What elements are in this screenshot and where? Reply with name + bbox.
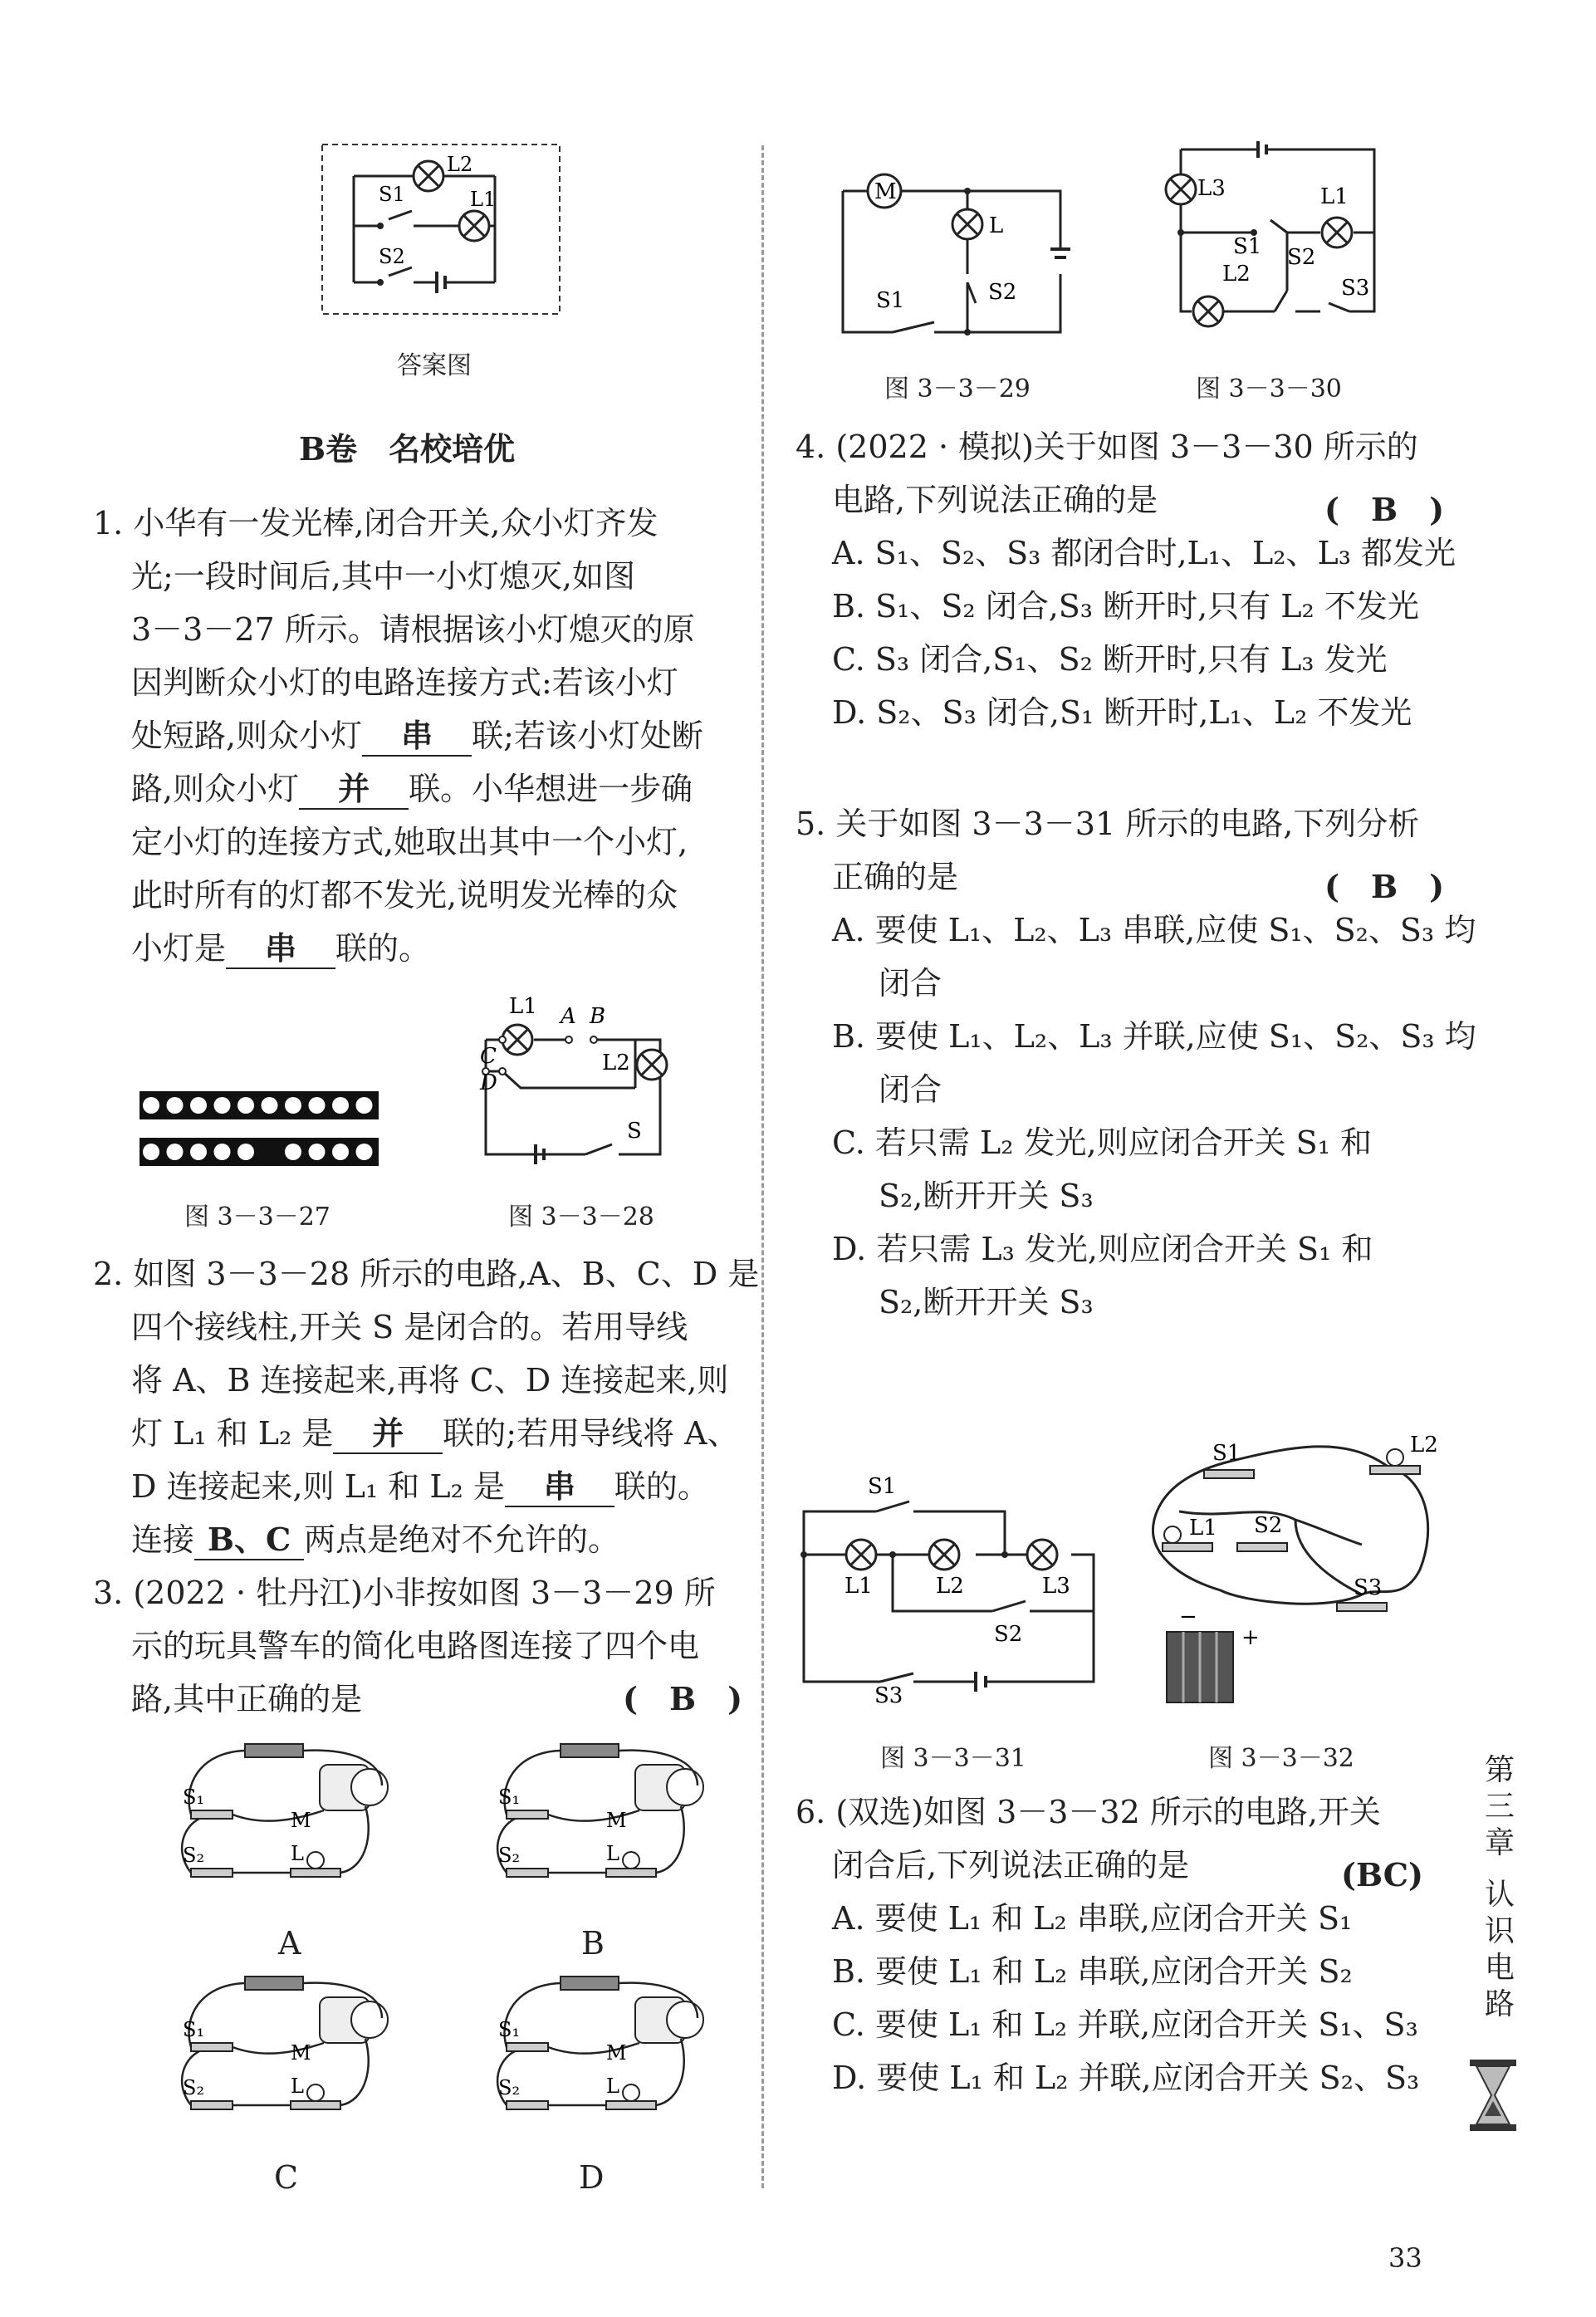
q2-answer-1: 并 — [333, 1414, 443, 1454]
fig31-label-s3: S3 — [874, 1683, 903, 1708]
q2-line: 连接 B、C 两点是绝对不允许的。 — [93, 1513, 759, 1566]
q1-line: 路,则众小灯 并 联。小华想进一步确 — [93, 762, 703, 816]
q3-option-pictures — [166, 1736, 714, 2168]
fig31-label-l3: L3 — [1042, 1574, 1070, 1599]
fig32-label-l1: L1 — [1189, 1516, 1217, 1541]
q1-line: 处短路,则众小灯 串 联;若该小灯处断 — [93, 709, 703, 762]
q4-option-a: A. S₁、S₂、S₃ 都闭合时,L₁、L₂、L₃ 都发光 — [832, 535, 1456, 571]
q2-answer-2: 串 — [505, 1467, 614, 1507]
sidebar-title: 认识电路 — [1484, 1878, 1515, 2021]
q4-line: 4. (2022 · 模拟)关于如图 3－3－30 所示的 — [796, 429, 1418, 465]
q4-option-d: D. S₂、S₃ 闭合,S₁ 断开时,L₁、L₂ 不发光 — [832, 694, 1412, 731]
q6-line: 闭合后,下列说法正确的是 — [832, 1847, 1190, 1883]
light-bar-bulb — [167, 1144, 184, 1160]
q1-line: 3－3－27 所示。请根据该小灯熄灭的原 — [131, 611, 695, 648]
fig29-label-m: M — [874, 179, 897, 204]
fig-3-3-27-caption: 图 3－3－27 — [184, 1203, 330, 1232]
q5-answer: ( B ) — [1324, 868, 1445, 905]
column-divider — [761, 145, 764, 2188]
fig-3-3-31 — [801, 1474, 1109, 1708]
q5-option-c: C. 若只需 L₂ 发光,则应闭合开关 S₁ 和 — [832, 1124, 1373, 1161]
q3-option-a: A — [278, 1925, 301, 1962]
q2-line: D 连接起来,则 L₁ 和 L₂ 是 串 联的。 — [93, 1460, 759, 1513]
fig31-label-s2: S2 — [994, 1622, 1023, 1647]
section-title: B卷 名校培优 — [299, 430, 516, 468]
q6-option-d: D. 要使 L₁ 和 L₂ 并联,应闭合开关 S₂、S₃ — [832, 2060, 1420, 2096]
fig-3-3-28 — [469, 980, 702, 1171]
light-bar-bulb — [190, 1097, 207, 1114]
fig28-label-c: C — [480, 1044, 497, 1069]
svg-text:S₂: S₂ — [183, 1844, 205, 1867]
q6-option-c: C. 要使 L₁ 和 L₂ 并联,应闭合开关 S₁、S₃ — [832, 2006, 1418, 2043]
fig-3-3-28-caption: 图 3－3－28 — [508, 1203, 654, 1232]
fig-3-3-29-caption: 图 3－3－29 — [884, 375, 1031, 404]
q3-option-picture — [497, 1977, 703, 2109]
q3-option-d: D — [579, 2159, 605, 2196]
fig32-label-s2: S2 — [1254, 1513, 1283, 1538]
q5-option-b: B. 要使 L₁、L₂、L₃ 并联,应使 S₁、S₂、S₃ 均 — [832, 1018, 1476, 1055]
q3-option-picture — [182, 1977, 388, 2109]
q3-option-c: C — [274, 2159, 299, 2196]
q3-line: 示的玩具警车的简化电路图连接了四个电 — [131, 1628, 700, 1664]
light-bar-bulb — [214, 1097, 231, 1114]
fig32-label-s1: S1 — [1212, 1441, 1241, 1466]
fig28-label-b: B — [590, 1004, 606, 1029]
q1-answer-3: 串 — [226, 929, 335, 969]
fig-3-3-29 — [843, 166, 1075, 340]
light-bar-bulb — [285, 1144, 301, 1160]
chapter-sidebar — [1480, 1752, 1520, 2023]
answer-figure-label-l2: L2 — [447, 153, 473, 176]
q3-option-picture — [182, 1744, 388, 1877]
q5-option-c-cont: S₂,断开开关 S₃ — [879, 1178, 1094, 1214]
light-bar-bulb — [214, 1144, 231, 1160]
q1-line: 小灯是 串 联的。 — [93, 922, 703, 975]
answer-figure-caption: 答案图 — [397, 351, 472, 380]
light-bar-bulb — [167, 1097, 184, 1114]
svg-text:S₂: S₂ — [498, 2076, 521, 2099]
q6-option-a: A. 要使 L₁ 和 L₂ 串联,应闭合开关 S₁ — [832, 1900, 1353, 1937]
q1-text — [93, 497, 703, 975]
q3-line: 3. (2022 · 牡丹江)小非按如图 3－3－29 所 — [93, 1575, 716, 1611]
fig31-label-l1: L1 — [845, 1574, 873, 1599]
fig28-label-l1: L1 — [509, 994, 537, 1019]
svg-text:M: M — [291, 1809, 311, 1832]
q2-line: 2. 如图 3－3－28 所示的电路,A、B、C、D 是 — [93, 1256, 760, 1292]
answer-figure — [321, 143, 561, 317]
q1-line: 此时所有的灯都不发光,说明发光棒的众 — [131, 877, 678, 914]
fig30-label-s2: S2 — [1287, 245, 1316, 270]
svg-text:S₁: S₁ — [183, 1786, 205, 1809]
q6-line: 6. (双选)如图 3－3－32 所示的电路,开关 — [796, 1794, 1381, 1830]
q1-line: 光;一段时间后,其中一小灯熄灭,如图 — [131, 558, 635, 595]
fig28-label-d: D — [480, 1070, 497, 1095]
svg-text:M: M — [291, 2041, 311, 2065]
fig-3-3-31-caption: 图 3－3－31 — [880, 1744, 1026, 1773]
q3-option-picture — [497, 1744, 703, 1877]
svg-text:L: L — [291, 1842, 304, 1865]
light-bar-bulb — [237, 1144, 254, 1160]
q5-line: 正确的是 — [832, 859, 959, 895]
q6-text — [796, 1786, 1419, 2104]
fig32-minus: − — [1179, 1604, 1197, 1629]
answer-figure-label-s2: S2 — [379, 245, 405, 268]
light-bar-bulb — [285, 1097, 301, 1114]
q3-answer: ( B ) — [623, 1680, 743, 1717]
q1-answer-2: 并 — [299, 770, 409, 810]
fig32-label-l2: L2 — [1410, 1433, 1438, 1457]
q4-option-c: C. S₃ 闭合,S₁、S₂ 断开时,只有 L₃ 发光 — [832, 641, 1388, 678]
fig31-label-l2: L2 — [936, 1574, 964, 1599]
svg-text:L: L — [606, 2075, 619, 2098]
svg-text:S₁: S₁ — [498, 1786, 521, 1809]
fig32-plus: + — [1241, 1625, 1260, 1650]
fig-3-3-32 — [1129, 1428, 1445, 1711]
svg-text:S₂: S₂ — [498, 1844, 521, 1867]
q2-line: 四个接线柱,开关 S 是闭合的。若用导线 — [131, 1309, 688, 1345]
q6-option-b: B. 要使 L₁ 和 L₂ 串联,应闭合开关 S₂ — [832, 1953, 1353, 1990]
hourglass-icon — [1468, 2058, 1518, 2133]
q4-answer: ( B ) — [1324, 491, 1445, 528]
page-number: 33 — [1388, 2242, 1422, 2274]
q3-option-b: B — [581, 1925, 605, 1962]
svg-text:S₁: S₁ — [498, 2018, 521, 2041]
q1-line: 因判断众小灯的电路连接方式:若该小灯 — [131, 664, 678, 701]
fig30-label-l1: L1 — [1320, 184, 1349, 209]
q1-line: 1. 小华有一发光棒,闭合开关,众小灯齐发 — [93, 505, 658, 541]
fig-3-3-32-caption: 图 3－3－32 — [1208, 1744, 1354, 1773]
fig-3-3-27 — [140, 1088, 380, 1171]
light-bar-bulb — [190, 1144, 207, 1160]
answer-figure-label-s1: S1 — [379, 183, 405, 206]
sidebar-chapter: 第三章 — [1484, 1753, 1515, 1860]
q5-option-a-cont: 闭合 — [879, 965, 942, 1002]
light-bar-bulb — [356, 1144, 373, 1160]
svg-text:S₁: S₁ — [183, 2018, 205, 2041]
light-bar-bulb — [332, 1144, 349, 1160]
fig28-label-l2: L2 — [602, 1051, 630, 1075]
light-bar-bulb — [309, 1097, 326, 1114]
fig-3-3-30 — [1163, 141, 1387, 332]
fig31-label-s1: S1 — [868, 1474, 897, 1499]
svg-text:S₂: S₂ — [183, 2076, 205, 2099]
answer-figure-label-l1: L1 — [470, 188, 497, 211]
q1-answer-1: 串 — [362, 717, 472, 757]
light-bar-bulb — [262, 1097, 278, 1114]
q4-option-b: B. S₁、S₂ 闭合,S₃ 断开时,只有 L₂ 不发光 — [832, 588, 1419, 625]
fig30-label-s3: S3 — [1341, 276, 1370, 301]
q2-line: 将 A、B 连接起来,再将 C、D 连接起来,则 — [131, 1362, 729, 1399]
light-bar-bulb — [356, 1097, 373, 1114]
svg-text:M: M — [606, 1809, 627, 1832]
fig-3-3-30-caption: 图 3－3－30 — [1196, 375, 1342, 404]
fig28-label-a: A — [561, 1004, 576, 1029]
fig29-label-s2: S2 — [988, 280, 1017, 305]
q2-answer-3: B、C — [194, 1521, 304, 1560]
q4-line: 电路,下列说法正确的是 — [832, 482, 1158, 518]
svg-text:L: L — [291, 2075, 304, 2098]
light-bar-bulb — [237, 1097, 254, 1114]
q4-text — [796, 420, 1456, 739]
q1-line: 定小灯的连接方式,她取出其中一个小灯, — [131, 824, 688, 860]
svg-text:L: L — [606, 1842, 619, 1865]
q5-option-d: D. 若只需 L₃ 发光,则应闭合开关 S₁ 和 — [832, 1231, 1373, 1267]
light-bar-bulb — [143, 1097, 159, 1114]
q5-line: 5. 关于如图 3－3－31 所示的电路,下列分析 — [796, 806, 1420, 842]
fig30-label-s1: S1 — [1233, 234, 1262, 259]
q2-line: 灯 L₁ 和 L₂ 是 并 联的;若用导线将 A、 — [93, 1407, 759, 1460]
q5-option-a: A. 要使 L₁、L₂、L₃ 串联,应使 S₁、S₂、S₃ 均 — [832, 912, 1476, 948]
fig29-label-l: L — [989, 213, 1004, 238]
svg-text:M: M — [606, 2041, 627, 2065]
q5-option-b-cont: 闭合 — [879, 1071, 942, 1108]
q3-line: 路,其中正确的是 — [131, 1681, 363, 1717]
light-bar-bulb — [332, 1097, 349, 1114]
light-bar-bulb — [143, 1144, 159, 1160]
fig28-label-s: S — [627, 1119, 642, 1144]
fig32-label-s3: S3 — [1354, 1575, 1383, 1600]
fig29-label-s1: S1 — [876, 288, 905, 313]
light-bar-bulb — [309, 1144, 326, 1160]
q2-text — [93, 1247, 759, 1566]
fig30-label-l3: L3 — [1197, 176, 1226, 201]
q6-answer: (BC) — [1341, 1856, 1424, 1893]
q5-option-d-cont: S₂,断开开关 S₃ — [879, 1284, 1094, 1320]
fig30-label-l2: L2 — [1222, 262, 1251, 287]
